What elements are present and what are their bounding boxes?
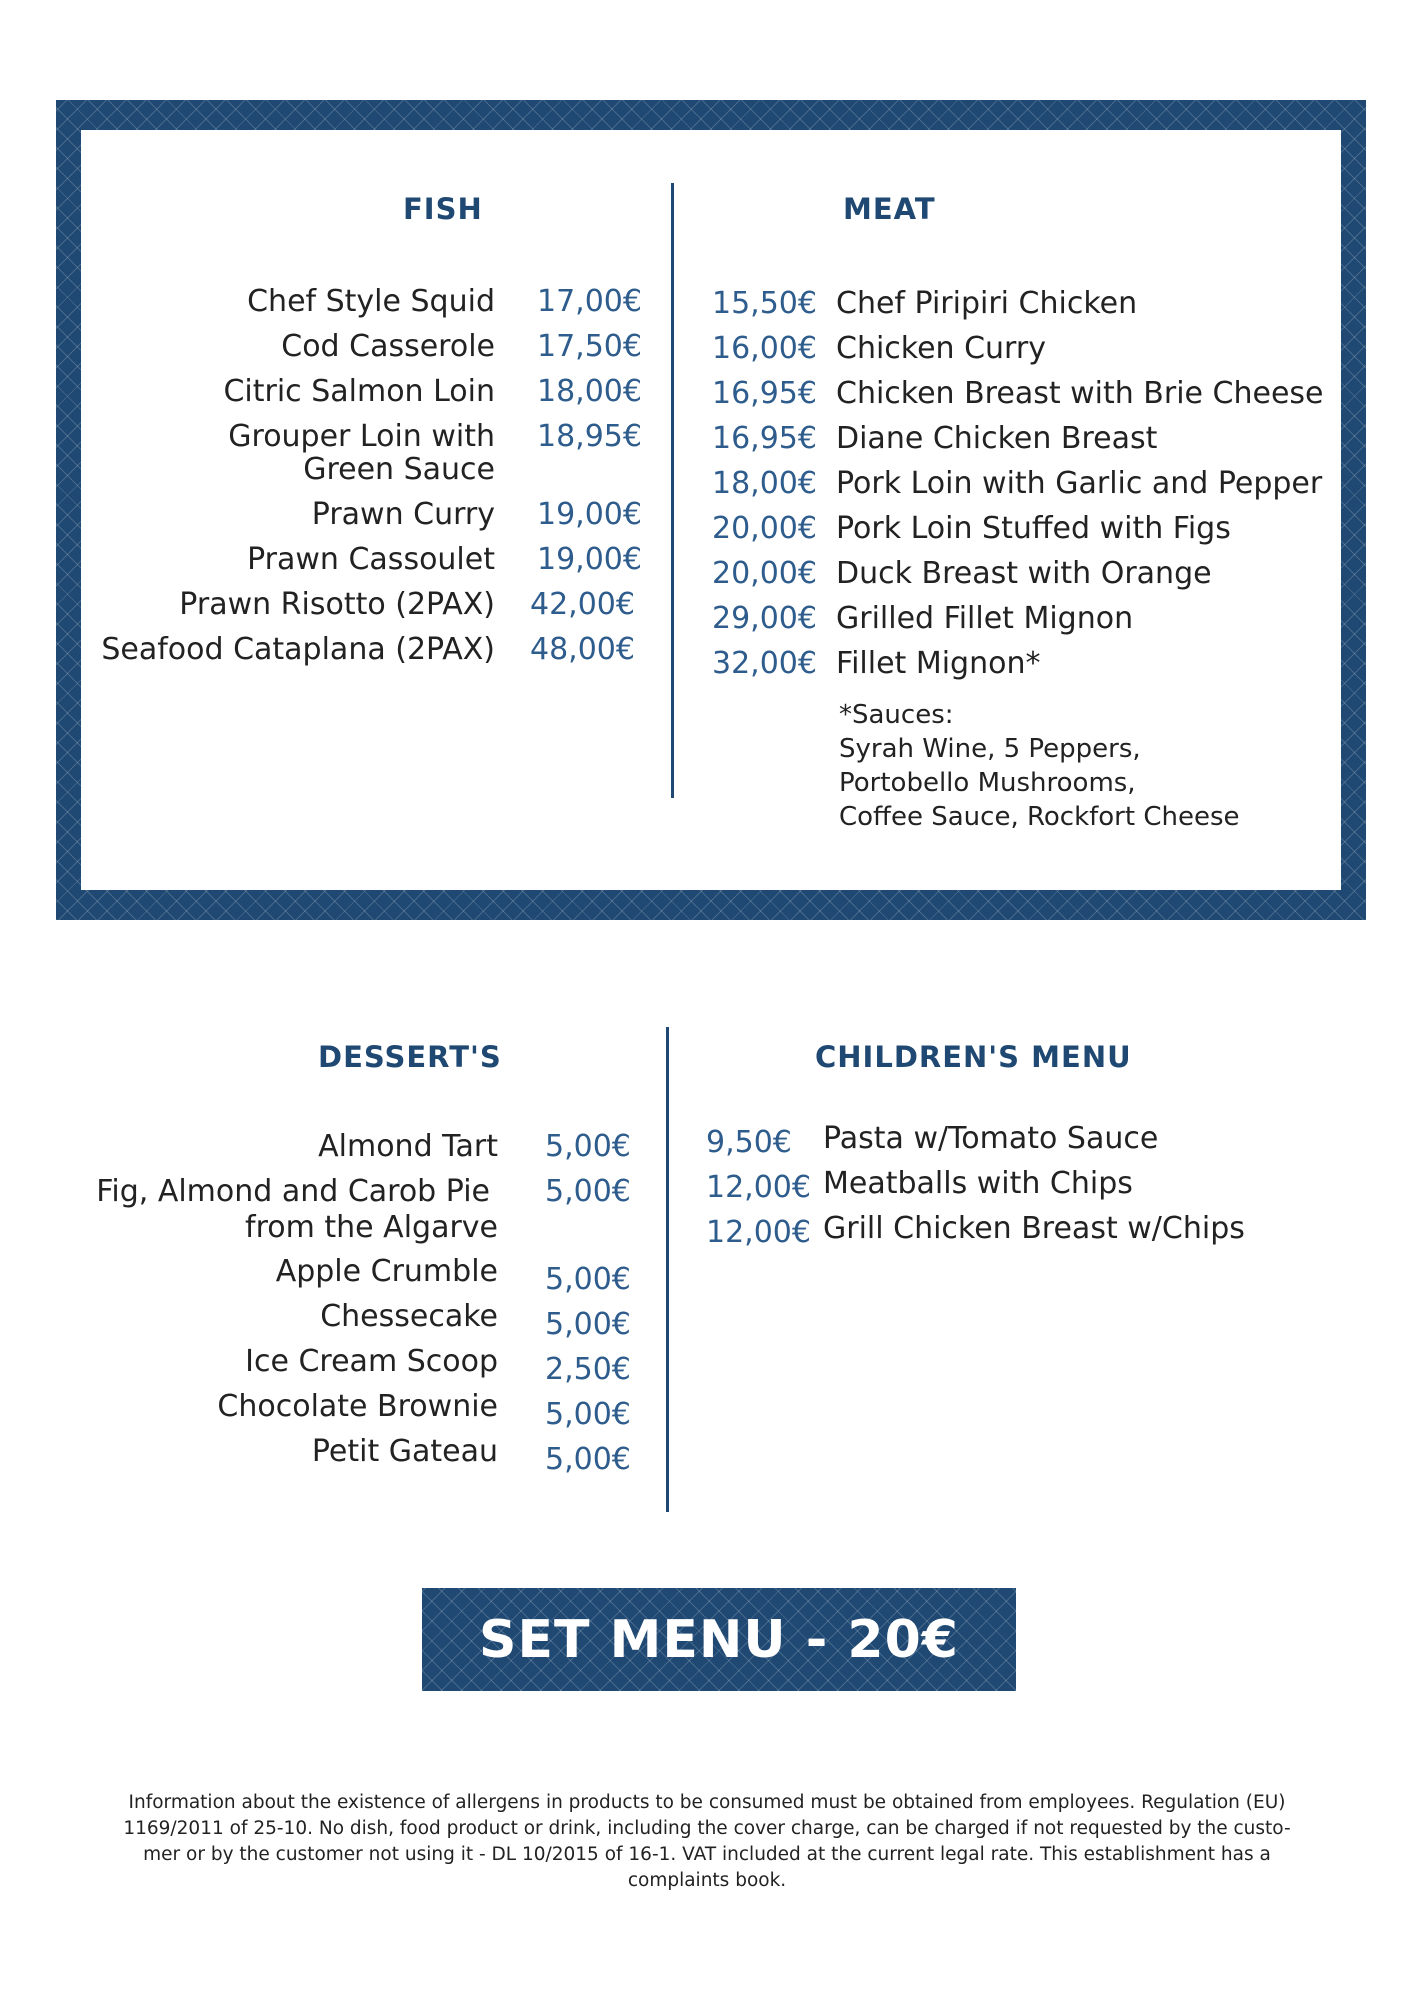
fish-item-price: 18,00€ bbox=[537, 374, 642, 409]
fish-item-name: Prawn Curry bbox=[311, 497, 495, 532]
fish-item-name: Citric Salmon Loin bbox=[223, 374, 495, 409]
footer-line: complaints book. bbox=[627, 1870, 787, 1891]
set-menu-label: SET MENU - 20€ bbox=[479, 1609, 959, 1670]
dessert-item-price: 5,00€ bbox=[545, 1129, 631, 1164]
dessert-item bbox=[0, 1175, 640, 1245]
meat-item-price: 16,95€ bbox=[712, 421, 817, 456]
dessert-item-price: 5,00€ bbox=[545, 1307, 631, 1342]
meat-item-name: Pork Loin with Garlic and Pepper bbox=[836, 466, 1323, 501]
dessert-item-name: Fig, Almond and Carob Pie bbox=[96, 1174, 490, 1209]
fish-item-price: 17,50€ bbox=[537, 329, 642, 364]
fish-item-price: 48,00€ bbox=[530, 632, 635, 667]
dessert-item-price: 5,00€ bbox=[545, 1442, 631, 1477]
fish-item-name: Prawn Risotto (2PAX) bbox=[179, 587, 495, 622]
children-heading: CHILDREN'S MENU bbox=[815, 1040, 1132, 1074]
sauces-note-line: Coffee Sauce, Rockfort Cheese bbox=[839, 802, 1240, 832]
dessert-item-name: Apple Crumble bbox=[275, 1254, 498, 1289]
dessert-item-price: 5,00€ bbox=[545, 1174, 631, 1209]
top-menu-frame bbox=[56, 100, 1366, 920]
set-menu-banner bbox=[422, 1588, 1016, 1691]
children-item-price: 9,50€ bbox=[706, 1125, 792, 1160]
sauces-note-line: *Sauces: bbox=[839, 700, 954, 730]
dessert-item-name: Almond Tart bbox=[318, 1129, 498, 1164]
legal-footer bbox=[62, 1790, 1352, 1894]
children-item-price: 12,00€ bbox=[706, 1215, 811, 1250]
meat-heading: MEAT bbox=[843, 192, 936, 226]
dessert-item-name: Ice Cream Scoop bbox=[245, 1344, 498, 1379]
meat-item-name: Chicken Curry bbox=[836, 331, 1046, 366]
footer-line: Information about the existence of allergens in products to be consumed must be obtained from employees. Regulation (EU) bbox=[128, 1792, 1286, 1813]
meat-item-price: 16,95€ bbox=[712, 376, 817, 411]
children-item-name: Meatballs with Chips bbox=[823, 1166, 1133, 1201]
dessert-item-price: 5,00€ bbox=[545, 1262, 631, 1297]
fish-item-price: 19,00€ bbox=[537, 497, 642, 532]
fish-item-name: Seafood Cataplana (2PAX) bbox=[101, 632, 495, 667]
meat-item-name: Grilled Fillet Mignon bbox=[836, 601, 1134, 636]
top-column-divider bbox=[671, 183, 674, 798]
meat-item-name: Diane Chicken Breast bbox=[836, 421, 1158, 456]
dessert-item-name: Petit Gateau bbox=[311, 1434, 498, 1469]
footer-line: 1169/2011 of 25-10. No dish, food product or drink, including the cover charge, can be charged if not requested by the custo- bbox=[123, 1818, 1291, 1839]
fish-item-price: 42,00€ bbox=[530, 587, 635, 622]
meat-item-price: 20,00€ bbox=[712, 556, 817, 591]
desserts-heading: DESSERT'S bbox=[318, 1040, 502, 1074]
dessert-item-price: 5,00€ bbox=[545, 1397, 631, 1432]
fish-item-price: 18,95€ bbox=[537, 419, 642, 454]
fish-item-name-line2: Green Sauce bbox=[303, 452, 495, 487]
dessert-item-name: Chessecake bbox=[320, 1299, 498, 1334]
dessert-item-name-line2: from the Algarve bbox=[245, 1210, 498, 1245]
meat-item-name: Chef Piripiri Chicken bbox=[836, 286, 1138, 321]
fish-heading: FISH bbox=[403, 192, 483, 226]
meat-item-price: 32,00€ bbox=[712, 646, 817, 681]
fish-item-price: 19,00€ bbox=[537, 542, 642, 577]
meat-item-price: 16,00€ bbox=[712, 331, 817, 366]
meat-item-price: 29,00€ bbox=[712, 601, 817, 636]
top-menu-panel bbox=[81, 130, 1341, 890]
children-item-name: Pasta w/Tomato Sauce bbox=[823, 1121, 1159, 1156]
bottom-column-divider bbox=[666, 1027, 669, 1512]
sauces-note-line: Syrah Wine, 5 Peppers, bbox=[839, 734, 1141, 764]
children-item-price: 12,00€ bbox=[706, 1170, 811, 1205]
meat-item-price: 18,00€ bbox=[712, 466, 817, 501]
children-item-name: Grill Chicken Breast w/Chips bbox=[823, 1211, 1245, 1246]
meat-item-name: Duck Breast with Orange bbox=[836, 556, 1212, 591]
meat-item-price: 20,00€ bbox=[712, 511, 817, 546]
footer-line: mer or by the customer not using it - DL 10/2015 of 16-1. VAT included at the current legal rate. This establishment has a bbox=[143, 1844, 1271, 1865]
fish-item-name: Prawn Cassoulet bbox=[247, 542, 495, 577]
meat-item-price: 15,50€ bbox=[712, 286, 817, 321]
fish-item-name: Chef Style Squid bbox=[247, 284, 495, 319]
fish-item-price: 17,00€ bbox=[537, 284, 642, 319]
dessert-item-name: Chocolate Brownie bbox=[217, 1389, 498, 1424]
meat-item-name: Chicken Breast with Brie Cheese bbox=[836, 376, 1324, 411]
meat-item-name: Pork Loin Stuffed with Figs bbox=[836, 511, 1231, 546]
fish-item bbox=[0, 420, 640, 490]
fish-item-name: Grouper Loin with bbox=[228, 419, 495, 454]
dessert-item-price: 2,50€ bbox=[545, 1352, 631, 1387]
meat-item-name: Fillet Mignon* bbox=[836, 646, 1041, 681]
fish-item-name: Cod Casserole bbox=[281, 329, 495, 364]
sauces-note-line: Portobello Mushrooms, bbox=[839, 768, 1136, 798]
